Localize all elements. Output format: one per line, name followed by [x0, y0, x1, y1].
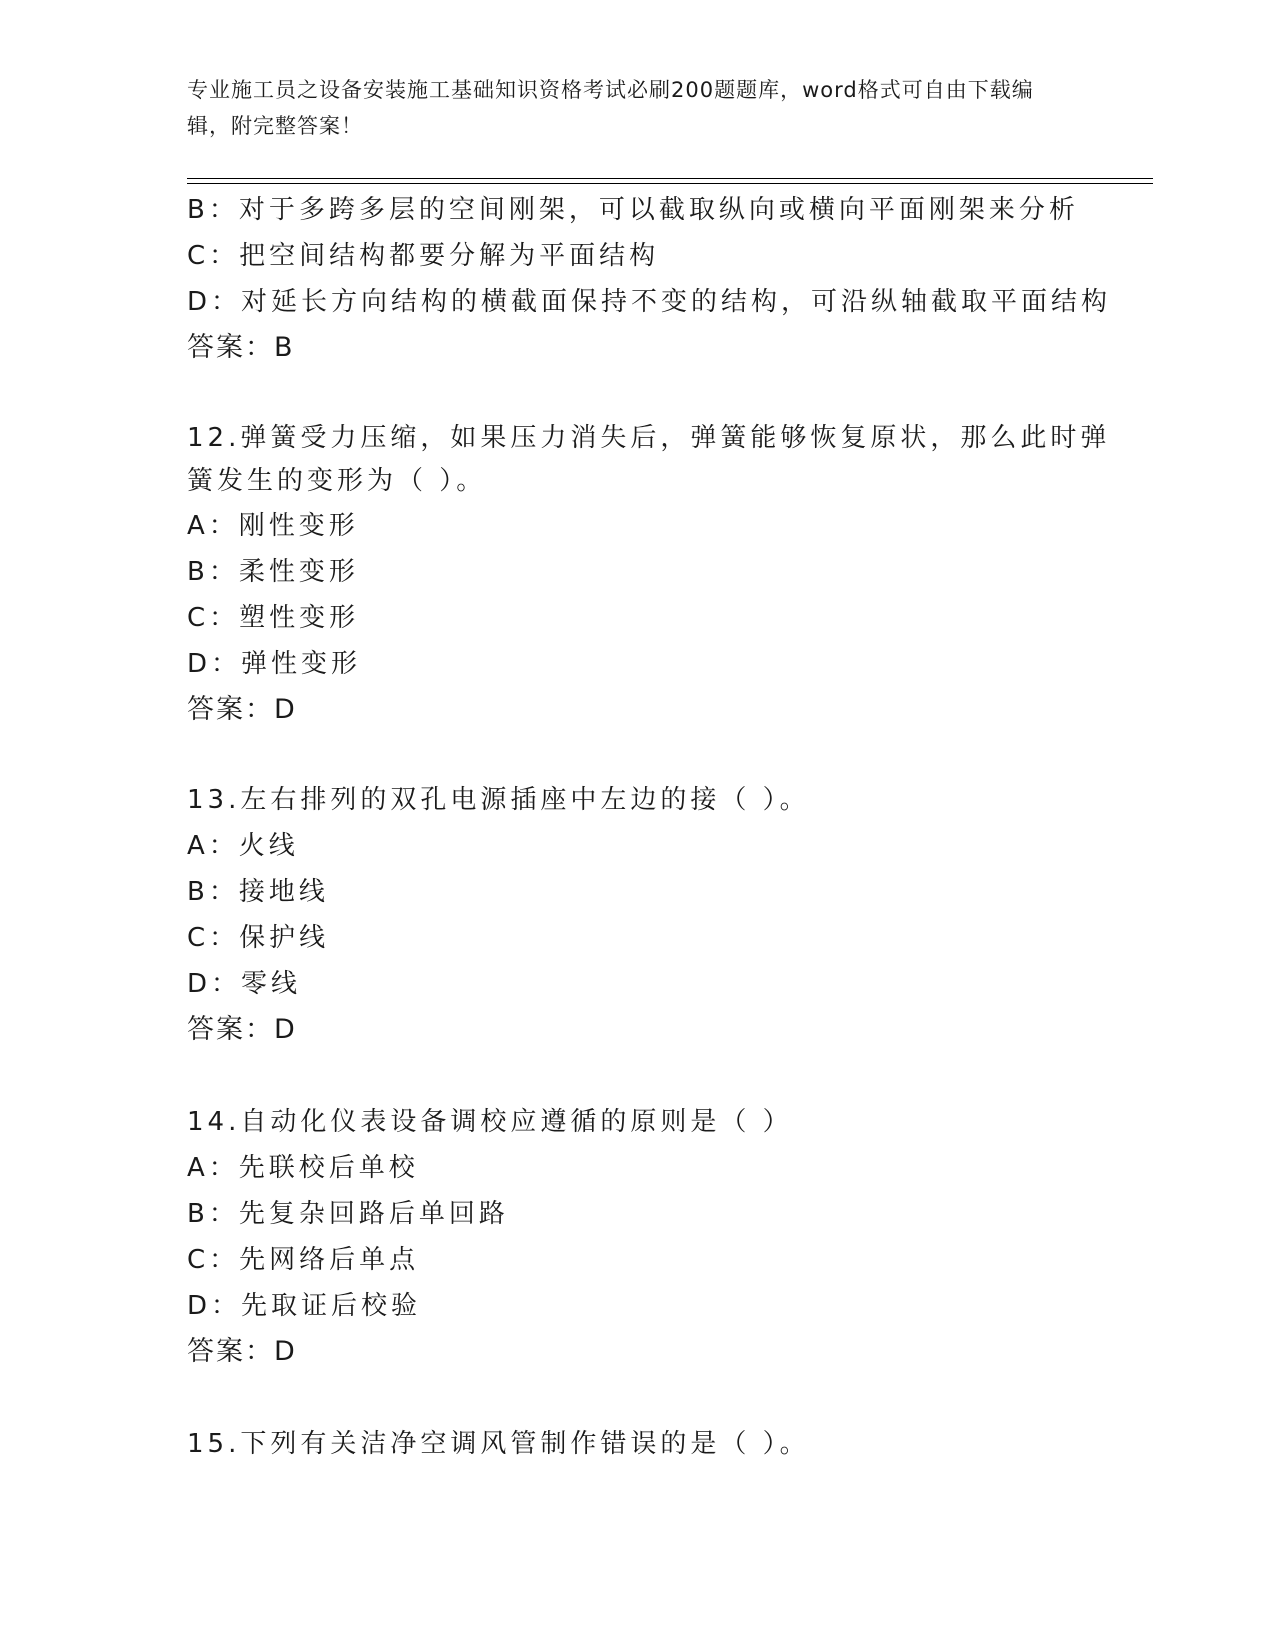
question-11 [187, 187, 1112, 371]
question-stem-continued: 簧发生的变形为（ ）。 [187, 466, 487, 496]
question-12 [187, 417, 1111, 733]
option-b: B：先复杂回路后单回路 [187, 1199, 509, 1229]
question-14 [187, 1099, 1087, 1375]
document-header [187, 72, 1067, 144]
option-b: B：柔性变形 [187, 557, 359, 587]
question-15 [187, 1421, 1087, 1467]
question-stem: 13.左右排列的双孔电源插座中左边的接（ ）。 [187, 785, 810, 815]
option-b: B：接地线 [187, 877, 329, 907]
answer: 答案：B [187, 332, 295, 363]
spacer [187, 371, 1087, 417]
option-b: B：对于多跨多层的空间刚架，可以截取纵向或横向平面刚架来分析 [187, 195, 1079, 225]
question-13 [187, 777, 1087, 1053]
answer: 答案：D [187, 694, 297, 725]
option-c: C：保护线 [187, 923, 330, 953]
question-stem: 15.下列有关洁净空调风管制作错误的是（ ）。 [187, 1429, 810, 1459]
question-list [187, 187, 1112, 1467]
answer: 答案：D [187, 1336, 297, 1367]
option-c: C：塑性变形 [187, 603, 360, 633]
option-d: D：零线 [187, 969, 302, 999]
option-d: D：先取证后校验 [187, 1291, 422, 1321]
option-c: C：先网络后单点 [187, 1245, 420, 1275]
question-stem: 14.自动化仪表设备调校应遵循的原则是（ ） [187, 1107, 793, 1137]
spacer [187, 733, 1087, 777]
spacer [187, 1053, 1087, 1099]
question-stem: 12.弹簧受力压缩，如果压力消失后，弹簧能够恢复原状，那么此时弹 [187, 423, 1111, 453]
document-title: 专业施工员之设备安装施工基础知识资格考试必刷200题题库，word格式可自由下载编辑，附完整答案！ [187, 78, 1034, 138]
header-divider [187, 178, 1153, 184]
option-d: D：弹性变形 [187, 649, 362, 679]
answer: 答案：D [187, 1014, 297, 1045]
option-c: C：把空间结构都要分解为平面结构 [187, 241, 660, 271]
spacer [187, 1375, 1087, 1421]
option-a: A：刚性变形 [187, 511, 359, 541]
option-a: A：先联校后单校 [187, 1153, 419, 1183]
option-d: D：对延长方向结构的横截面保持不变的结构，可沿纵轴截取平面结构 [187, 287, 1112, 317]
option-a: A：火线 [187, 831, 299, 861]
